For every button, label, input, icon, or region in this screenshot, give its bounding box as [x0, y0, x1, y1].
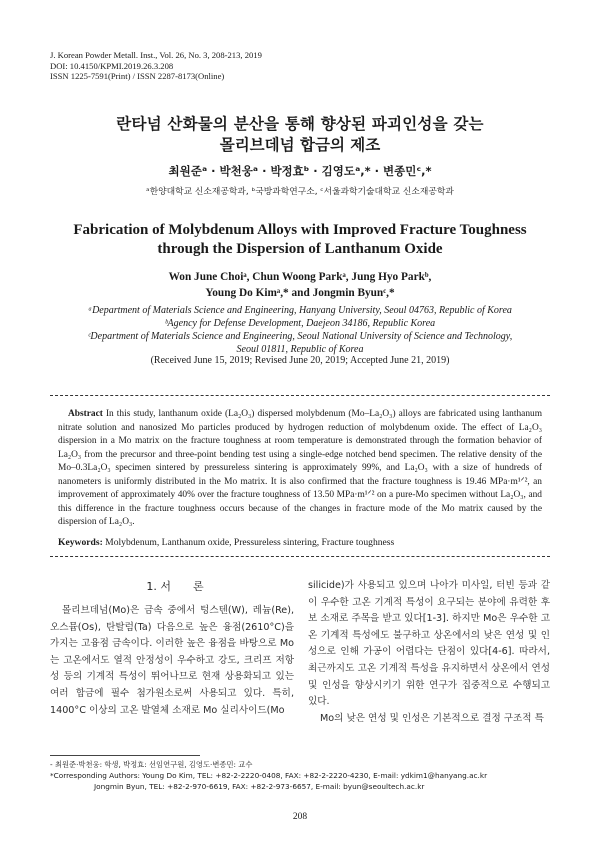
english-authors-line-1: Won June Choiᵃ, Chun Woong Parkᵃ, Jung Hyo Parkᵇ,	[168, 271, 432, 283]
body-right-column	[308, 578, 550, 727]
footnote-corresponding-2: Jongmin Byun, TEL: +82-2-970-6619, FAX: +82-2-973-6657, E-mail: byun@seoultech.ac.kr	[94, 782, 425, 791]
journal-citation: J. Korean Powder Metall. Inst., Vol. 26, No. 3, 208-213, 2019	[50, 50, 262, 60]
korean-affiliations: ᵃ한양대학교 신소재공학과, ᵇ국방과학연구소, ᶜ서울과학기술대학교 신소재공학과	[146, 187, 454, 197]
abstract-top-rule	[50, 395, 550, 396]
korean-authors: 최원준ᵃ · 박천웅ᵃ · 박정효ᵇ · 김영도ᵃ,* · 변종민ᶜ,*	[168, 164, 432, 178]
affiliation-c-line-1: ᶜDepartment of Materials Science and Engineering, Seoul National University of Science and Technology,	[87, 331, 513, 342]
body-right-paragraph-1: silicide)가 사용되고 있으며 나아가 미사일, 터빈 등과 같이 우수한 고온 기계적 특성이 요구되는 분야에 유력한 후보 소재로 주목을 받고 있다[1-3]. 하지만 Mo은 우수한 고온 기계적 특성에도 불구하고 상온에서의 낮은 연성 및 인성으로 인해 가공이 어렵다는 단점이 있다[4-6]. 따라서, 최근까지도 고온 기계적 특성을 유지하면서 상온에서 연성 및 인성을 향상시키기 위한 연구가 집중적으로 수행되고 있다.	[308, 580, 550, 708]
korean-title-line-2: 몰리브데넘 합금의 제조	[219, 136, 381, 154]
abstract-bottom-rule	[50, 556, 550, 557]
korean-title-line-1: 란타넘 산화물의 분산을 통해 향상된 파괴인성을 갖는	[116, 115, 484, 133]
affiliation-c-line-2: Seoul 01811, Republic of Korea	[236, 344, 364, 355]
received-dates: (Received June 15, 2019; Revised June 20, 2019; Accepted June 21, 2019)	[150, 355, 450, 366]
english-authors-line-2: Young Do Kimᵃ,* and Jongmin Byunᶜ,*	[205, 287, 395, 299]
footnote-roles: - 최원준·박천웅: 학생, 박정효: 선임연구원, 김영도·변종민: 교수	[50, 760, 253, 769]
english-title-line-1: Fabrication of Molybdenum Alloys with Improved Fracture Toughness	[73, 222, 527, 238]
issn: ISSN 1225-7591(Print) / ISSN 2287-8173(Online)	[50, 71, 225, 82]
doi: DOI: 10.4150/KPMI.2019.26.3.208	[50, 60, 174, 71]
footnote-corresponding-1: *Corresponding Authors: Young Do Kim, TEL: +82-2-2220-0408, FAX: +82-2-2220-4230, E-mail: ydkim1@hanyang.ac.kr	[50, 771, 488, 780]
keywords	[58, 537, 542, 548]
keywords-text: Molybdenum, Lanthanum oxide, Pressureless sintering, Fracture toughness	[105, 537, 395, 548]
journal-header	[50, 50, 262, 82]
affiliation-a: ᵃDepartment of Materials Science and Engineering, Hanyang University, Seoul 04763, Republic of Korea	[88, 305, 512, 316]
abstract-text: In this study, lanthanum oxide (La₂O₃) dispersed molybdenum (Mo–La₂O₃) alloys are fabricated using lanthanum nitrate solution and nanosized Mo particles produced by hydrogen reduction of molybdenum oxide. The effect of La₂O₃ dispersion in a Mo matrix on the fracture toughness at room temperature is demonstrated through the formation behavior of La₂O₃ from the precursor and three-point bending test using a single-edge notched bend specimen. The relative density of the Mo–0.3La₂O₃ specimen sintered by pressureless sintering is approximately 99%, and La₂O₃ with a size of hundreds of nanometers is uniformly distributed in the Mo matrix. It is also confirmed that the fracture toughness is 19.46 MPa·m¹ᐟ², an improvement of approximately 40% over the fracture toughness of 13.50 MPa·m¹ᐟ² on a pure-Mo specimen without La₂O₃, and this difference in the fracture toughness occurs because of the changes in fracture mode of the Mo matrix caused by the dispersion of La₂O₃.	[58, 409, 542, 527]
footnote-rule	[50, 755, 200, 756]
abstract	[58, 408, 542, 530]
body-left-column: 몰리브데넘(Mo)은 금속 중에서 텅스텐(W), 레늄(Re), 오스뮴(Os), 탄탈럼(Ta) 다음으로 높은 융점(2610°C)을 가지는 고융점 금속이다. 이러한 높은 융점을 바탕으로 Mo는 고온에서도 열적 안정성이 우수하고 강도, 크리프 저항성 등의 기계적 특성이 뛰어나므로 현재 상용화되고 있는 여러 합금에 필수 첨가원소로써 사용되고 있다. 특히, 1400°C 이상의 고온 발열체 소재로 Mo 실리사이드(Mo	[50, 605, 294, 716]
body-right-paragraph-2: Mo의 낮은 연성 및 인성은 기본적으로 결정 구조적 특	[320, 712, 544, 724]
abstract-label: Abstract	[68, 409, 103, 419]
page-number: 208	[292, 812, 308, 822]
section-heading-introduction: 1. 서 론	[146, 580, 204, 593]
affiliation-b: ᵇAgency for Defense Development, Daejeon 34186, Republic Korea	[164, 318, 436, 329]
keywords-label: Keywords:	[58, 537, 103, 548]
english-title-line-2: through the Dispersion of Lanthanum Oxide	[157, 241, 443, 257]
